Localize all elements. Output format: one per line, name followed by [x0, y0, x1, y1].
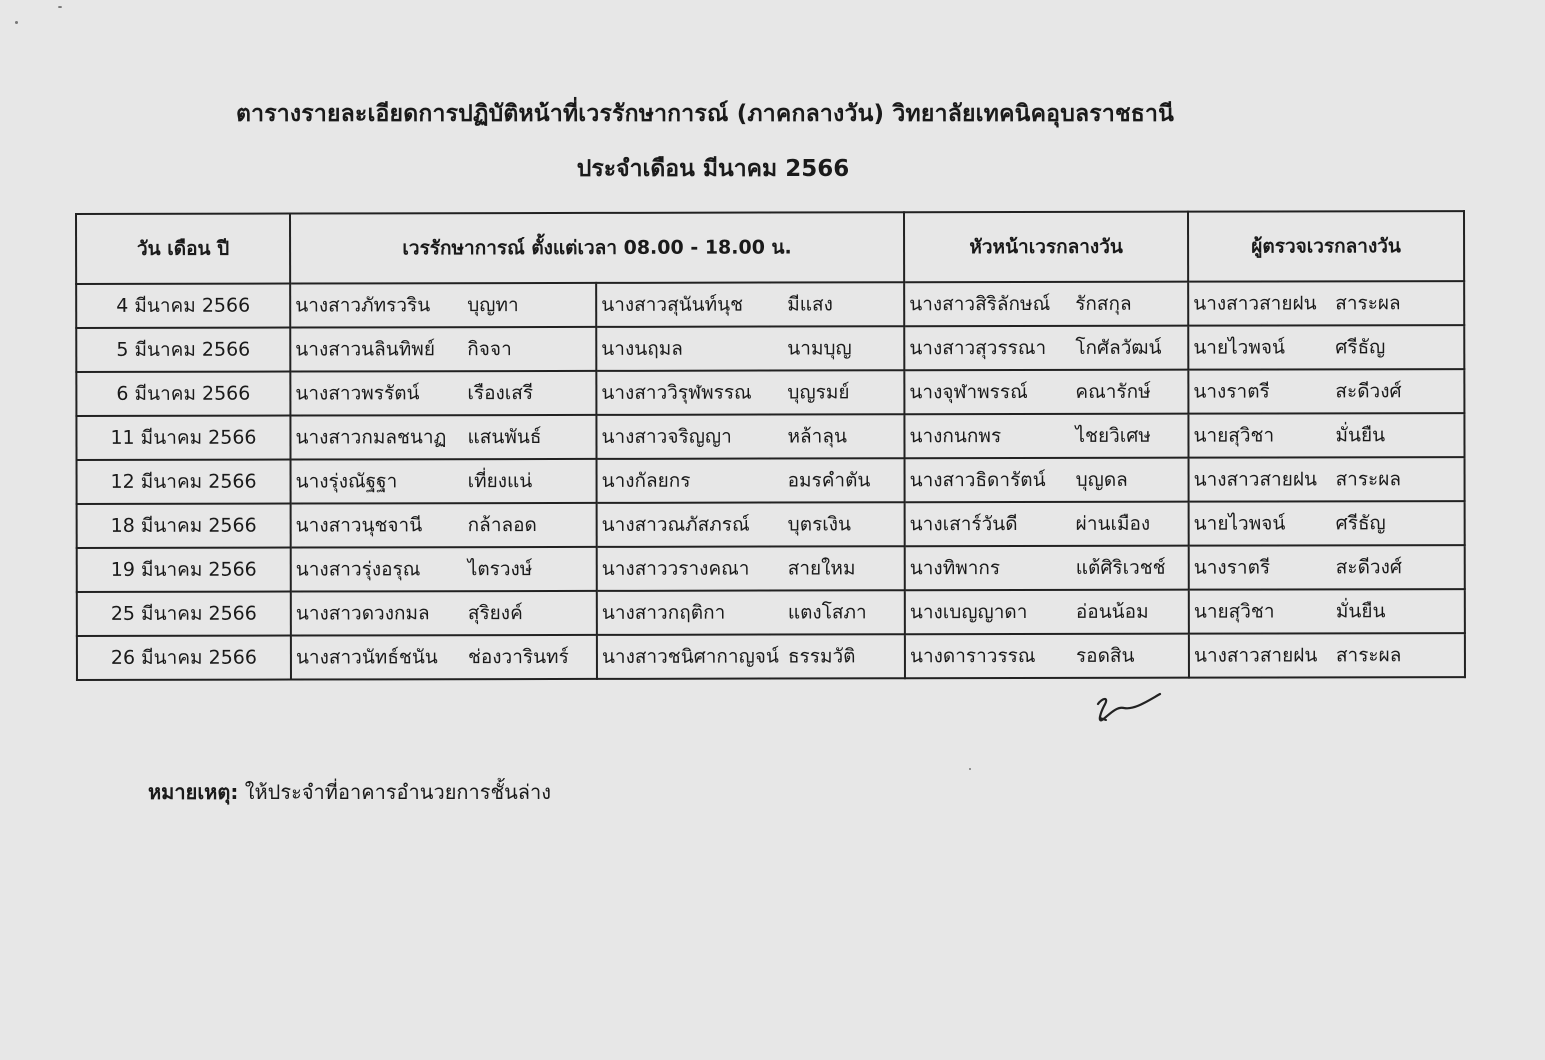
first-name: นางสาวกฤติกา — [601, 601, 726, 624]
guard1-cell — [291, 591, 597, 636]
first-name: นางเบญญาดา — [909, 601, 1028, 624]
table-row — [76, 325, 1464, 372]
inspector-cell — [1189, 545, 1465, 590]
date-cell: 4 มีนาคม 2566 — [76, 284, 290, 328]
guard1-cell — [290, 327, 596, 372]
scan-speck — [969, 768, 971, 770]
first-name: นางสาวกมลชนาฏ — [295, 426, 447, 449]
inspector-cell — [1189, 589, 1465, 634]
table-row — [77, 545, 1465, 592]
last-name: ช่องวารินทร์ — [467, 645, 569, 669]
last-name: สาระผล — [1335, 292, 1401, 315]
scan-speck — [58, 6, 62, 8]
inspector-cell — [1189, 501, 1465, 546]
first-name: นางนฤมล — [601, 337, 683, 360]
chief-cell — [905, 590, 1189, 635]
table-row — [77, 457, 1465, 504]
chief-cell — [905, 458, 1189, 503]
first-name: นางราตรี — [1193, 556, 1271, 579]
first-name: นางสาวจริญญา — [601, 425, 732, 448]
first-name: นายไวพจน์ — [1193, 512, 1286, 535]
last-name: ธรรมวัติ — [787, 645, 856, 668]
chief-cell — [904, 282, 1188, 327]
last-name: คณารักษ์ — [1075, 380, 1151, 403]
first-name: นางทิพากร — [909, 557, 1001, 580]
table-row — [77, 501, 1465, 548]
inspector-cell — [1188, 325, 1464, 370]
last-name: มีแสง — [787, 293, 833, 316]
table-header-row — [76, 211, 1464, 284]
first-name: นางดาราวรรณ — [909, 644, 1036, 668]
last-name: เรืองเสรี — [467, 382, 534, 405]
last-name: แสนพันธ์ — [467, 426, 542, 449]
first-name: นางสาวธิดารัตน์ — [909, 468, 1046, 492]
inspector-cell — [1189, 457, 1465, 502]
date-cell: 11 มีนาคม 2566 — [76, 416, 290, 460]
last-name: รอดสิน — [1075, 644, 1135, 667]
last-name: เที่ยงแน่ — [467, 470, 533, 493]
date-cell: 5 มีนาคม 2566 — [76, 328, 290, 372]
guard2-cell — [596, 370, 904, 415]
first-name: นางจุฬาพรรณ์ — [909, 381, 1028, 404]
first-name: นายไวพจน์ — [1193, 336, 1285, 359]
chief-cell — [904, 414, 1188, 459]
first-name: นางสาวดวงกมล — [295, 602, 430, 625]
footnote-label: หมายเหตุ: — [148, 780, 239, 804]
first-name: นางสาวนลินทิพย์ — [295, 338, 435, 361]
last-name: บุญทา — [467, 294, 519, 317]
table-row — [77, 589, 1465, 636]
last-name: อมรคำตัน — [787, 469, 871, 492]
footnote-text: ให้ประจำที่อาคารอำนวยการชั้นล่าง — [244, 780, 551, 804]
last-name: หล้าลุน — [787, 425, 847, 448]
date-cell: 25 มีนาคม 2566 — [77, 592, 291, 636]
last-name: ไชยวิเศษ — [1075, 424, 1151, 447]
last-name: สายใหม — [787, 557, 856, 580]
last-name: สะดีวงศ์ — [1335, 556, 1402, 579]
table-row — [76, 413, 1464, 460]
duty-schedule-table-wrapper — [75, 210, 1464, 681]
first-name: นางสาวรุ่งอรุณ — [295, 558, 421, 581]
inspector-cell — [1188, 369, 1464, 414]
last-name: รักสกุล — [1075, 292, 1132, 315]
guard1-cell — [290, 371, 596, 416]
first-name: นางสาวสายฝน — [1193, 644, 1318, 667]
first-name: นายสุวิชา — [1193, 424, 1275, 447]
guard2-cell — [596, 282, 904, 327]
first-name: นางสาววิรุฬพรรณ — [601, 381, 752, 404]
inspector-cell — [1188, 281, 1464, 326]
guard2-cell — [597, 546, 905, 591]
table-row — [76, 281, 1464, 328]
date-cell: 19 มีนาคม 2566 — [77, 548, 291, 592]
first-name: นางเสาร์วันดี — [909, 513, 1018, 536]
table-row — [77, 633, 1465, 680]
header-inspector: ผู้ตรวจเวรกลางวัน — [1188, 211, 1464, 282]
page-subtitle: ประจำเดือน มีนาคม 2566 — [576, 156, 850, 182]
date-cell: 6 มีนาคม 2566 — [76, 372, 290, 416]
handwritten-signature — [1090, 684, 1170, 730]
header-guard: เวรรักษาการณ์ ตั้งแต่เวลา 08.00 - 18.00 น. — [290, 212, 904, 283]
last-name: ไตรวงษ์ — [467, 558, 533, 581]
first-name: นายสุวิชา — [1193, 600, 1275, 623]
last-name: อ่อนน้อม — [1075, 600, 1149, 623]
first-name: นางสาวสิริลักษณ์ — [909, 292, 1051, 316]
last-name: นามบุญ — [787, 337, 852, 360]
last-name: มั่นยืน — [1335, 600, 1386, 623]
last-name: บุญรมย์ — [787, 381, 850, 404]
footnote — [148, 776, 551, 808]
table-row — [76, 369, 1464, 416]
guard2-cell — [597, 458, 905, 503]
first-name: นางสาวนุชจานี — [295, 514, 423, 537]
last-name: โกศัลวัฒน์ — [1075, 336, 1162, 359]
first-name: นางสาวณภัสภรณ์ — [601, 513, 750, 536]
last-name: บุตรเงิน — [787, 513, 852, 536]
page-title: ตารางรายละเอียดการปฏิบัติหน้าที่เวรรักษาการณ์ (ภาคกลางวัน) วิทยาลัยเทคนิคอุบลราชธานี — [235, 101, 1175, 127]
date-cell: 26 มีนาคม 2566 — [77, 636, 291, 680]
first-name: นางสาวชนิศากาญจน์ — [601, 645, 779, 668]
chief-cell — [904, 326, 1188, 371]
date-cell: 12 มีนาคม 2566 — [77, 460, 291, 504]
guard1-cell — [291, 635, 597, 680]
header-date: วัน เดือน ปี — [76, 214, 290, 284]
last-name: ศรีธัญ — [1335, 336, 1386, 359]
duty-schedule-table — [75, 210, 1466, 681]
last-name: สุริยงค์ — [467, 602, 523, 625]
last-name: มั่นยืน — [1335, 424, 1386, 447]
first-name: นางราตรี — [1193, 380, 1270, 403]
guard1-cell — [291, 503, 597, 548]
chief-cell — [905, 634, 1189, 679]
date-cell: 18 มีนาคม 2566 — [77, 504, 291, 548]
first-name: นางสาวนัทธ์ชนัน — [295, 646, 438, 669]
last-name: กล้าลอด — [467, 514, 537, 537]
chief-cell — [905, 502, 1189, 547]
guard2-cell — [597, 590, 905, 635]
first-name: นางสาวภัทรวริน — [295, 294, 431, 317]
inspector-cell — [1189, 633, 1465, 678]
last-name: สะดีวงศ์ — [1335, 380, 1402, 403]
last-name: สาระผล — [1335, 468, 1402, 491]
guard2-cell — [597, 502, 905, 547]
guard1-cell — [290, 283, 596, 328]
first-name: นางสาวสุวรรณา — [909, 336, 1047, 360]
last-name: แตงโสภา — [787, 601, 867, 624]
inspector-cell — [1188, 413, 1464, 458]
scan-speck — [15, 21, 18, 24]
first-name: นางสาวสายฝน — [1193, 468, 1317, 491]
guard1-cell — [291, 547, 597, 592]
chief-cell — [905, 546, 1189, 591]
guard2-cell — [596, 326, 904, 371]
chief-cell — [904, 370, 1188, 415]
guard2-cell — [597, 634, 905, 679]
last-name: บุญดล — [1075, 468, 1128, 491]
first-name: นางสาววรางคณา — [601, 557, 750, 580]
last-name: แต้ศิริเวชช์ — [1075, 556, 1166, 579]
last-name: สาระผล — [1335, 644, 1402, 667]
guard1-cell — [290, 415, 596, 460]
first-name: นางสาวพรรัตน์ — [295, 382, 420, 405]
first-name: นางสาวสายฝน — [1193, 292, 1317, 315]
last-name: ศรีธัญ — [1335, 512, 1386, 535]
first-name: นางกนกพร — [909, 425, 1002, 448]
header-chief: หัวหน้าเวรกลางวัน — [904, 212, 1188, 283]
last-name: ผ่านเมือง — [1075, 512, 1151, 535]
first-name: นางสาวสุนันท์นุช — [601, 293, 744, 316]
first-name: นางกัลยกร — [601, 469, 691, 492]
last-name: กิจจา — [467, 338, 512, 361]
guard1-cell — [291, 459, 597, 504]
guard2-cell — [596, 414, 904, 459]
first-name: นางรุ่งณัฐฐา — [295, 470, 398, 493]
